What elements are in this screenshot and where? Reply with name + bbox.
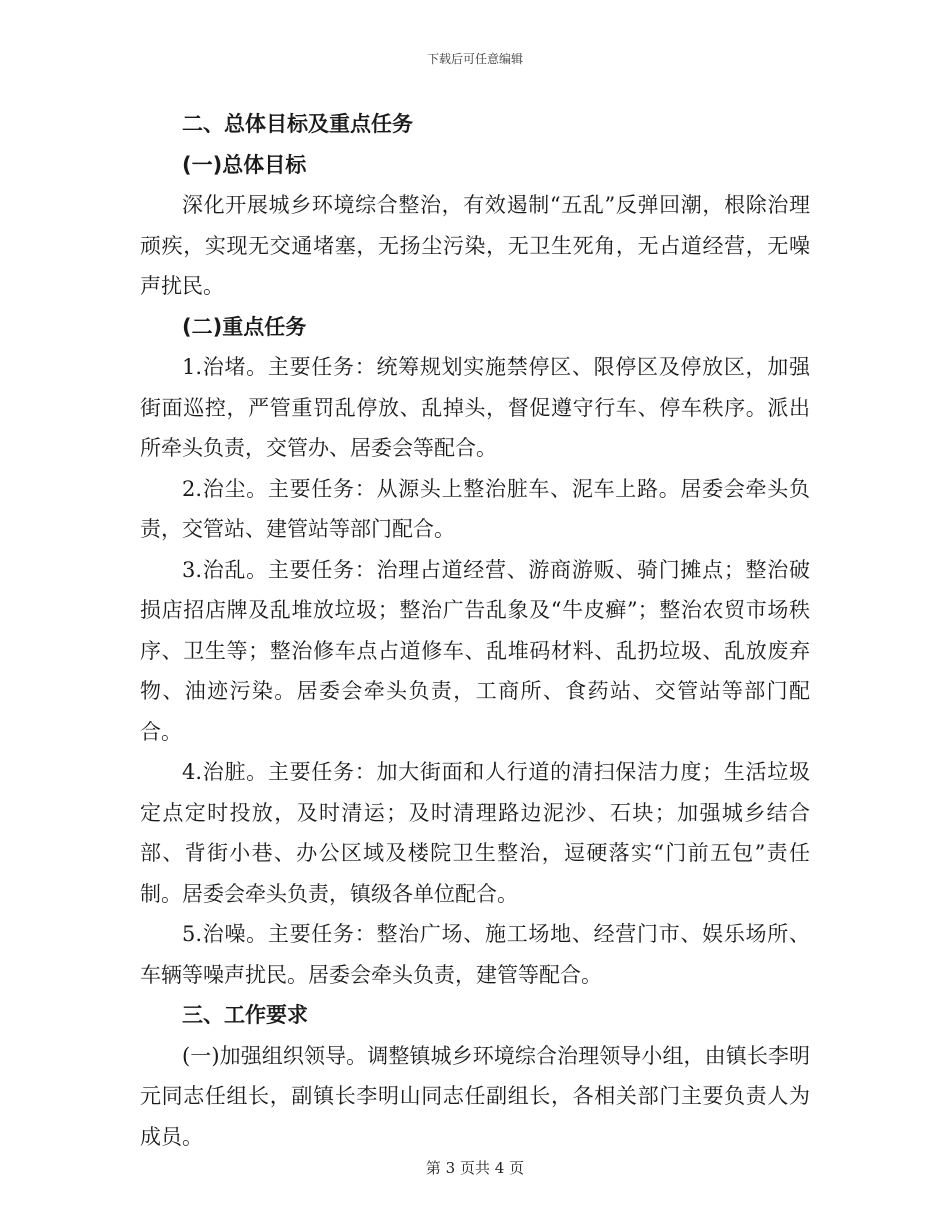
task-paragraph-dust: 2.治尘。主要任务：从源头上整治脏车、泥车上路。居委会牵头负责，交管站、建管站等部门配合。 — [140, 476, 810, 541]
paragraph-requirement-leadership: (一)加强组织领导。调整镇城乡环境综合治理领导小组，由镇长李明元同志任组长，副镇长李明山同志任副组长，各相关部门主要负责人为成员。 — [140, 1043, 810, 1149]
page-number-footer: 第 3 页共 4 页 — [425, 1159, 525, 1177]
paragraph-overall-goal: 深化开展城乡环境综合整治，有效遏制“五乱”反弹回潮，根除治理顽疾，实现无交通堵塞，无扬尘污染，无卫生死角，无占道经营，无噪声扰民。 — [140, 193, 810, 298]
task-paragraph-noise: 5.治噪。主要任务：整治广场、施工场地、经营门市、娱乐场所、车辆等噪声扰民。居委会牵头负责，建管等配合。 — [140, 922, 810, 987]
page-header: 下载后可任意编辑 — [426, 52, 523, 66]
section-title-goals: 二、总体目标及重点任务 — [182, 112, 413, 136]
document-body — [140, 104, 810, 1157]
section-title-requirements: 三、工作要求 — [182, 1003, 308, 1027]
task-paragraph-congestion: 1.治堵。主要任务：统筹规划实施禁停区、限停区及停放区，加强街面巡控，严管重罚乱停放、乱掉头，督促遵守行车、停车秩序。派出所牵头负责，交管办、居委会等配合。 — [140, 355, 810, 460]
subsection-title-key-tasks: (二)重点任务 — [182, 314, 307, 339]
task-paragraph-disorder: 3.治乱。主要任务：治理占道经营、游商游贩、骑门摊点；整治破损店招店牌及乱堆放垃圾；整治广告乱象及“牛皮癣”；整治农贸市场秩序、卫生等；整治修车点占道修车、乱堆码材料、乱扔垃圾、乱放废弃物、油迹污染。居委会牵头负责，工商所、食药站、交管站等部门配合。 — [140, 557, 810, 744]
task-paragraph-dirt: 4.治脏。主要任务：加大街面和人行道的清扫保洁力度；生活垃圾定点定时投放，及时清运；及时清理路边泥沙、石块；加强城乡结合部、背街小巷、办公区域及楼院卫生整治，逗硬落实“门前五包”责任制。居委会牵头负责，镇级各单位配合。 — [140, 760, 810, 906]
subsection-title-overall-goal: (一)总体目标 — [182, 152, 307, 177]
